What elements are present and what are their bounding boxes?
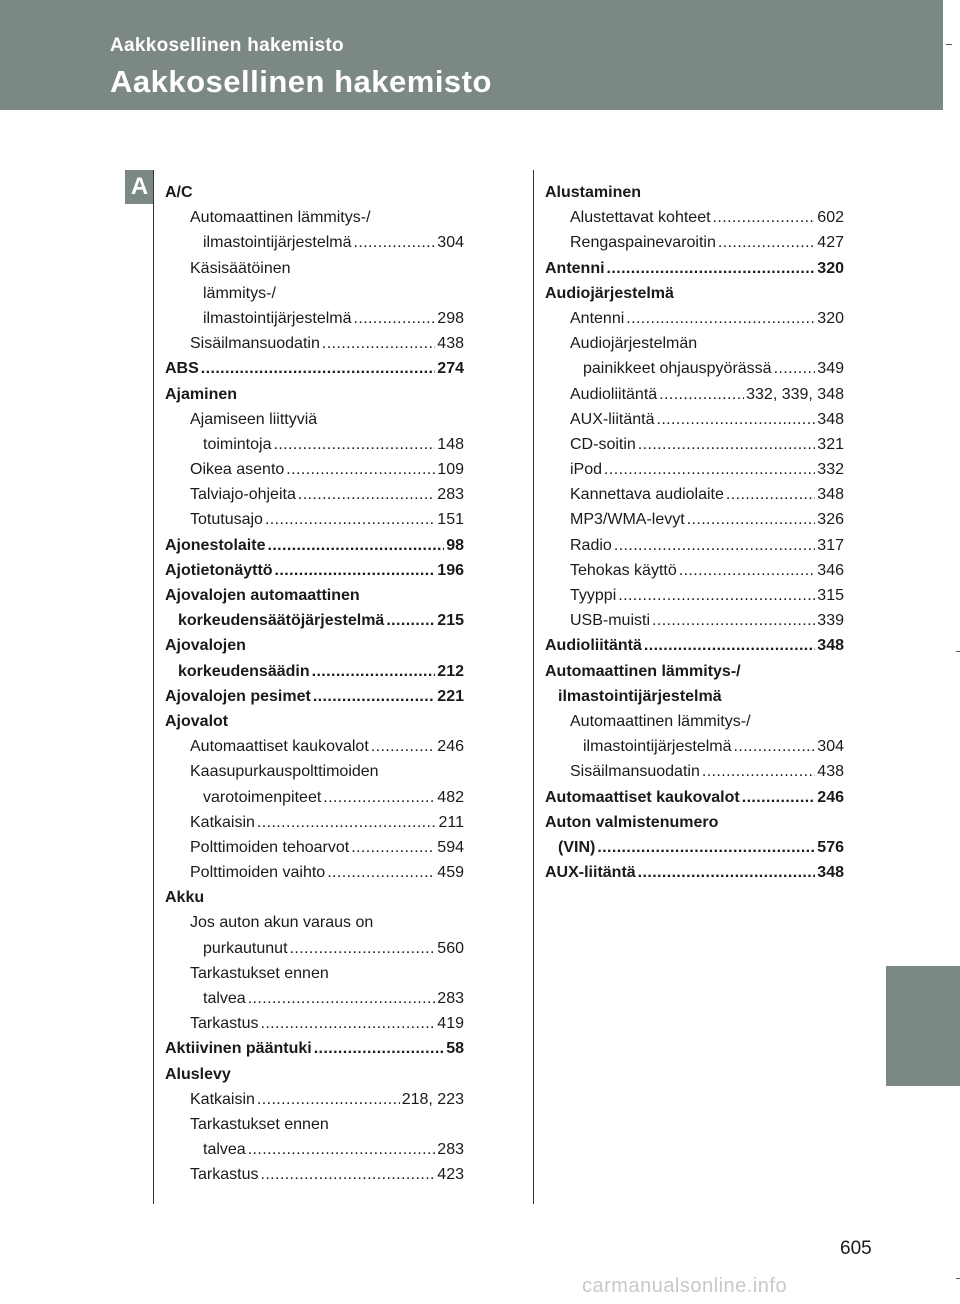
index-entry (545, 281, 844, 306)
index-entry (165, 1036, 464, 1061)
dot-leader (267, 533, 444, 558)
index-entry-page: 304 (817, 738, 844, 756)
index-entry (165, 180, 464, 205)
index-entry (545, 659, 844, 684)
dot-leader (652, 608, 815, 633)
index-entry-term: Sisäilmansuodatin (190, 335, 320, 353)
index-entry-term: Talviajo-ohjeita (190, 486, 296, 504)
index-entry (165, 709, 464, 734)
index-entry (545, 205, 844, 230)
index-entry-page: 218, 223 (401, 1090, 464, 1108)
index-entry-page: 215 (437, 612, 464, 630)
index-entry-page: 423 (437, 1166, 464, 1184)
index-entry (545, 608, 844, 633)
index-entry-page: 221 (437, 687, 464, 705)
index-entry (165, 734, 464, 759)
index-entry (165, 230, 464, 255)
dot-leader (314, 1036, 445, 1061)
index-entry-page: 349 (817, 360, 844, 378)
index-entry (545, 256, 844, 281)
index-entry-page: 346 (817, 561, 844, 579)
index-entry-term: ilmastointijärjestelmä (558, 687, 722, 705)
index-entry-page: 348 (817, 486, 844, 504)
index-entry-term: Aluslevy (165, 1065, 231, 1083)
index-entry-term: ilmastointijärjestelmä (203, 309, 352, 327)
column-divider-left (153, 170, 154, 1204)
index-entry-term: Antenni (545, 259, 605, 277)
dot-leader (638, 432, 816, 457)
dot-leader (618, 583, 815, 608)
index-entry (545, 785, 844, 810)
index-entry (165, 432, 464, 457)
index-entry (165, 331, 464, 356)
dot-leader (386, 608, 435, 633)
index-entry-term: Akku (165, 889, 205, 907)
dot-leader (626, 306, 815, 331)
dot-leader (298, 482, 435, 507)
dot-leader (644, 633, 815, 658)
crop-mark (956, 1278, 960, 1279)
index-entry-page: 348 (817, 637, 844, 655)
index-entry-term: Audioliitäntä (570, 385, 658, 403)
index-entry (165, 533, 464, 558)
index-entry-term: USB-muisti (570, 612, 651, 630)
index-entry-term: talvea (203, 1141, 246, 1159)
dot-leader (638, 860, 816, 885)
dot-leader (313, 684, 435, 709)
index-entry-term: Audiojärjestelmä (545, 284, 674, 302)
index-entry (165, 785, 464, 810)
index-entry-term: korkeudensäätöjärjestelmä (178, 612, 385, 630)
column-divider-middle (533, 170, 534, 1204)
index-entry-term: Aktiivinen pääntuki (165, 1040, 312, 1058)
index-entry-term: Audiojärjestelmän (570, 335, 698, 353)
index-entry-page: 58 (446, 1040, 464, 1058)
index-entry-term: A/C (165, 184, 193, 201)
index-entry-term: Tarkastukset ennen (190, 964, 329, 982)
index-entry-page: 246 (437, 738, 464, 756)
dot-leader (265, 507, 435, 532)
index-entry (545, 407, 844, 432)
index-entry-page: 274 (437, 360, 464, 378)
index-entry-term: Ajamiseen liittyviä (190, 410, 318, 428)
index-entry-term: Tarkastukset ennen (190, 1115, 329, 1133)
index-entry-term: ilmastointijärjestelmä (583, 738, 732, 756)
index-entry-term: Sisäilmansuodatin (570, 763, 700, 781)
index-entry-term: MP3/WMA-levyt (570, 511, 685, 529)
index-entry-term: Auton valmistenumero (545, 813, 719, 831)
index-entry (165, 1137, 464, 1162)
dot-leader (286, 457, 435, 482)
index-entry-term: Katkaisin (190, 813, 255, 831)
index-entry-term: Automaattinen lämmitys-/ (545, 662, 741, 680)
index-entry-term: Alustettavat kohteet (570, 209, 711, 227)
index-entry-term: Automaattinen lämmitys-/ (190, 209, 371, 227)
dot-leader (248, 986, 436, 1011)
index-entry (165, 583, 464, 608)
index-entry-page: 211 (438, 813, 464, 831)
dot-leader (257, 810, 437, 835)
index-entry-page: 283 (437, 486, 464, 504)
index-entry-term: Alustaminen (545, 184, 642, 201)
index-entry (545, 180, 844, 205)
index-entry (165, 659, 464, 684)
index-entry-term: korkeudensäädin (178, 662, 310, 680)
index-entry-page: 438 (817, 763, 844, 781)
dot-leader (257, 1087, 400, 1112)
dot-leader (742, 785, 816, 810)
dot-leader (687, 507, 816, 532)
index-entry-page: 304 (437, 234, 464, 252)
index-entry-page: 196 (437, 561, 464, 579)
index-entry-page: 560 (437, 939, 464, 957)
dot-leader (260, 1011, 435, 1036)
index-entry-term: CD-soitin (570, 435, 636, 453)
index-entry (165, 986, 464, 1011)
index-column-right (545, 180, 844, 885)
index-entry-term: Tyyppi (570, 587, 617, 604)
index-entry (165, 633, 464, 658)
index-entry (165, 759, 464, 784)
dot-leader (774, 356, 816, 381)
dot-leader (327, 860, 435, 885)
index-entry (545, 558, 844, 583)
dot-leader (275, 558, 436, 583)
index-entry-term: varotoimenpiteet (203, 788, 322, 806)
index-entry (165, 1011, 464, 1036)
index-entry-term: painikkeet ohjauspyörässä (583, 360, 772, 378)
dot-leader (718, 230, 815, 255)
index-entry-term: Ajovalojen automaattinen (165, 587, 360, 604)
index-entry-page: 348 (817, 410, 844, 428)
dot-leader (248, 1137, 436, 1162)
index-entry-term: Polttimoiden tehoarvot (190, 838, 350, 856)
index-entry-page: 438 (437, 335, 464, 353)
dot-leader (659, 382, 744, 407)
footer-watermark: carmanualsonline.info (582, 1275, 788, 1297)
index-entry (165, 382, 464, 407)
index-entry-term: Automaattiset kaukovalot (190, 738, 369, 756)
page-number: 605 (840, 1238, 872, 1259)
index-entry (545, 507, 844, 532)
index-entry (165, 885, 464, 910)
index-entry (545, 860, 844, 885)
dot-leader (656, 407, 815, 432)
dot-leader (322, 331, 435, 356)
index-entry-term: Jos auton akun varaus on (190, 914, 374, 932)
index-entry-term: Automaattinen lämmitys-/ (570, 712, 751, 730)
index-entry (165, 1062, 464, 1087)
dot-leader (312, 659, 436, 684)
index-entry (165, 810, 464, 835)
index-entry (165, 407, 464, 432)
index-entry-page: 246 (817, 788, 844, 806)
index-entry-term: Rengaspainevaroitin (570, 234, 716, 252)
index-entry (165, 910, 464, 935)
index-entry-page: 317 (817, 536, 844, 554)
dot-leader (260, 1162, 435, 1187)
index-entry (165, 507, 464, 532)
index-entry-term: iPod (570, 461, 603, 479)
index-entry-term: Ajotietonäyttö (165, 561, 273, 579)
index-entry-term: Kannettava audiolaite (570, 486, 724, 504)
index-entry-term: Ajovalojen pesimet (165, 687, 311, 705)
dot-leader (726, 482, 815, 507)
index-entry (165, 306, 464, 331)
index-entry-term: Käsisäätöinen (190, 259, 291, 277)
index-entry-page: 332 (817, 461, 844, 479)
index-entry (545, 810, 844, 835)
index-entry-term: Tarkastus (190, 1015, 259, 1033)
dot-leader (713, 205, 816, 230)
index-entry-page: 148 (437, 435, 464, 453)
index-entry (165, 457, 464, 482)
index-entry (545, 759, 844, 784)
index-entry-term: (VIN) (558, 838, 596, 856)
index-entry (165, 684, 464, 709)
page-header (0, 0, 943, 110)
index-entry (165, 936, 464, 961)
index-entry-term: Ajovalojen (165, 637, 246, 655)
index-entry-page: 348 (817, 864, 844, 882)
index-entry-page: 283 (437, 990, 464, 1007)
index-entry-page: 320 (817, 309, 844, 327)
index-entry (165, 835, 464, 860)
index-entry (545, 230, 844, 255)
index-entry (165, 961, 464, 986)
index-entry-term: purkautunut (203, 939, 288, 957)
index-entry-page: 109 (437, 461, 464, 479)
index-entry (165, 608, 464, 633)
index-entry-term: Audioliitäntä (545, 637, 642, 655)
index-entry-term: Antenni (570, 309, 625, 327)
index-entry-page: 298 (437, 309, 464, 327)
index-entry-page: 459 (437, 864, 464, 882)
index-entry (545, 633, 844, 658)
index-entry (165, 860, 464, 885)
dot-leader (351, 835, 435, 860)
thumb-index-tab (886, 966, 960, 1086)
index-entry-term: Radio (570, 536, 612, 554)
dot-leader (607, 256, 816, 281)
index-entry-term: toimintoja (203, 435, 272, 453)
index-entry-term: AUX-liitäntä (545, 864, 636, 882)
index-entry-term: Ajonestolaite (165, 536, 266, 554)
index-entry (545, 835, 844, 860)
dot-leader (614, 533, 815, 558)
dot-leader (734, 734, 816, 759)
index-entry (165, 205, 464, 230)
index-entry-page: 419 (437, 1015, 464, 1033)
header-title: Aakkosellinen hakemisto (110, 64, 492, 99)
index-entry-page: 151 (437, 511, 464, 529)
index-entry-term: AUX-liitäntä (570, 410, 655, 428)
index-entry-term: Polttimoiden vaihto (190, 864, 326, 882)
index-entry-term: Automaattiset kaukovalot (545, 788, 740, 806)
dot-leader (323, 785, 435, 810)
index-entry-term: Ajovalot (165, 712, 229, 730)
index-entry (545, 356, 844, 381)
index-entry-page: 602 (817, 209, 844, 227)
dot-leader (273, 432, 435, 457)
index-entry (165, 558, 464, 583)
index-entry (545, 482, 844, 507)
crop-mark (956, 651, 960, 652)
index-entry (545, 306, 844, 331)
index-entry-page: 98 (446, 536, 464, 554)
header-subtitle: Aakkosellinen hakemisto (110, 35, 344, 56)
index-entry (545, 457, 844, 482)
index-column-left (165, 180, 464, 1188)
index-entry (165, 1112, 464, 1137)
index-entry (545, 734, 844, 759)
dot-leader (371, 734, 436, 759)
index-entry (545, 432, 844, 457)
dot-leader (354, 230, 436, 255)
crop-mark (946, 44, 952, 45)
index-entry-term: Totutusajo (190, 511, 263, 529)
index-entry-page: 320 (817, 259, 844, 277)
dot-leader (702, 759, 815, 784)
index-entry-page: 339 (817, 612, 844, 630)
index-entry-page: 315 (817, 587, 844, 604)
index-entry (165, 281, 464, 306)
index-entry-page: 427 (817, 234, 844, 252)
dot-leader (604, 457, 815, 482)
index-entry (545, 533, 844, 558)
index-entry (545, 709, 844, 734)
index-entry-term: Kaasupurkauspolttimoiden (190, 763, 379, 781)
index-entry (165, 1162, 464, 1187)
index-entry-page: 321 (817, 435, 844, 453)
index-entry (165, 256, 464, 281)
index-entry-page: 576 (817, 838, 844, 856)
dot-leader (354, 306, 436, 331)
dot-leader (597, 835, 815, 860)
index-entry-page: 283 (437, 1141, 464, 1159)
index-entry-term: Ajaminen (165, 385, 238, 403)
index-entry (165, 1087, 464, 1112)
index-entry-term: Tarkastus (190, 1166, 259, 1184)
index-entry (545, 382, 844, 407)
index-entry-term: lämmitys-/ (203, 284, 276, 302)
index-entry-page: 594 (437, 838, 464, 856)
index-entry-page: 482 (437, 788, 464, 806)
index-entry (545, 684, 844, 709)
index-entry-term: Katkaisin (190, 1090, 255, 1108)
index-entry-page: 212 (437, 662, 464, 680)
index-entry-term: ilmastointijärjestelmä (203, 234, 352, 252)
index-entry-term: ABS (165, 360, 199, 378)
index-entry-page: 326 (817, 511, 844, 529)
index-entry-page: 332, 339, 348 (746, 385, 844, 403)
dot-leader (679, 558, 816, 583)
index-entry (545, 331, 844, 356)
section-letter-box: A (125, 170, 154, 204)
index-entry (165, 482, 464, 507)
index-entry (165, 356, 464, 381)
index-entry (545, 583, 844, 608)
dot-leader (290, 936, 436, 961)
dot-leader (201, 356, 436, 381)
index-entry-term: Oikea asento (190, 461, 285, 479)
index-entry-term: Tehokas käyttö (570, 561, 677, 579)
index-entry-term: talvea (203, 990, 246, 1007)
